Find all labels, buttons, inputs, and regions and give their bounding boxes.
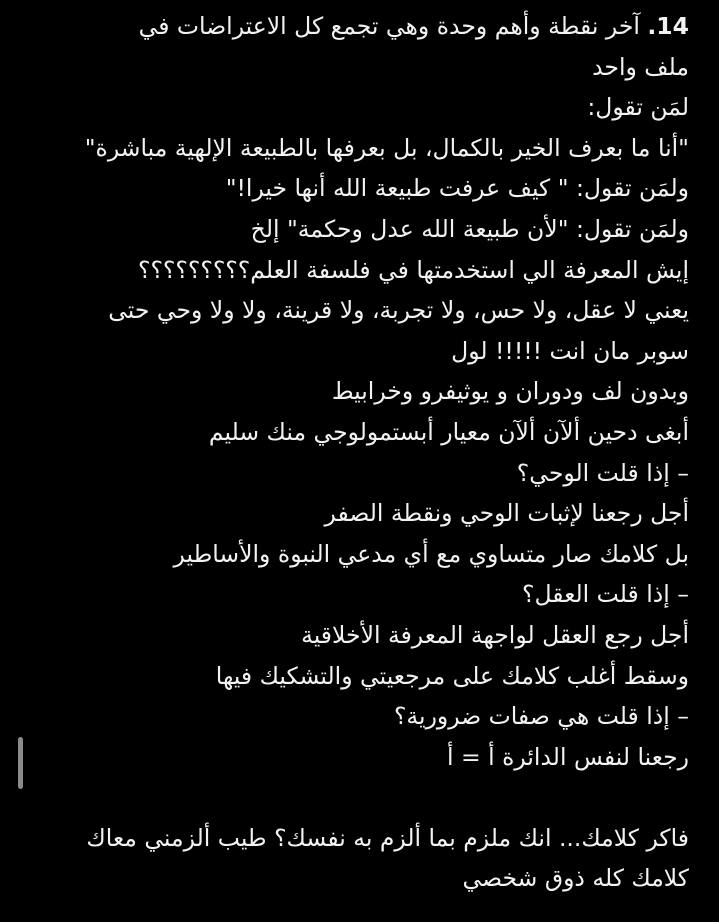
scrollbar-thumb[interactable]: [18, 737, 23, 789]
post-line-15: – إذا قلت العقل؟: [522, 580, 689, 609]
post-line-8: يعني لا عقل، ولا حس، ولا تجربة، ولا قرينة، ولا ولا وحي حتى: [108, 296, 689, 325]
post-line-4: "أنا ما بعرف الخير بالكمال، بل بعرفها بالطبيعة الإلهية مباشرة": [84, 133, 689, 162]
post-body: [28, 6, 689, 899]
post-line-2: ملف واحد: [592, 52, 689, 81]
post-line-5: ولمَن تقول: " كيف عرفت طبيعة الله أنها خيرا!": [225, 174, 689, 203]
post-line-1: [28, 6, 689, 47]
post-line-3: لمَن تقول:: [587, 93, 689, 122]
point-number: 14.: [647, 12, 689, 40]
post-line-21: فاكر كلامك... انك ملزم بما ألزم به نفسك؟ طيب ألزمني معاك: [86, 823, 689, 852]
post-line-10: وبدون لف ودوران و يوثيفرو وخرابيط: [331, 377, 689, 406]
post-line-14: بل كلامك صار متساوي مع أي مدعي النبوة والأساطير: [173, 539, 689, 568]
post-line-19: رجعنا لنفس الدائرة أ = أ: [446, 742, 689, 771]
post-line-9: سوبر مان انت !!!!! لول: [451, 336, 689, 365]
post-line-18: – إذا قلت هي صفات ضرورية؟: [393, 702, 689, 731]
post-line-13: أجل رجعنا لإثبات الوحي ونقطة الصفر: [324, 499, 689, 528]
post-line-6: ولمَن تقول: "لأن طبيعة الله عدل وحكمة" إلخ: [250, 214, 689, 243]
post-line-16: أجل رجع العقل لواجهة المعرفة الأخلاقية: [301, 620, 689, 649]
post-line-11: أبغى دحين ألآن ألآن معيار أبستمولوجي منك سليم: [208, 417, 689, 446]
post-line-7: إيش المعرفة الي استخدمتها في فلسفة العلم؟؟؟؟؟؟؟؟؟: [137, 255, 689, 284]
post-line-17: وسقط أغلب كلامك على مرجعيتي والتشكيك فيها: [215, 661, 689, 690]
post-blank-line: [28, 777, 689, 818]
post-line-12: – إذا قلت الوحي؟: [516, 458, 689, 487]
post-line-22: كلامك كله ذوق شخصي: [462, 864, 689, 893]
post-line-text: آخر نقطة وأهم وحدة وهي تجمع كل الاعتراضات في: [138, 12, 640, 40]
